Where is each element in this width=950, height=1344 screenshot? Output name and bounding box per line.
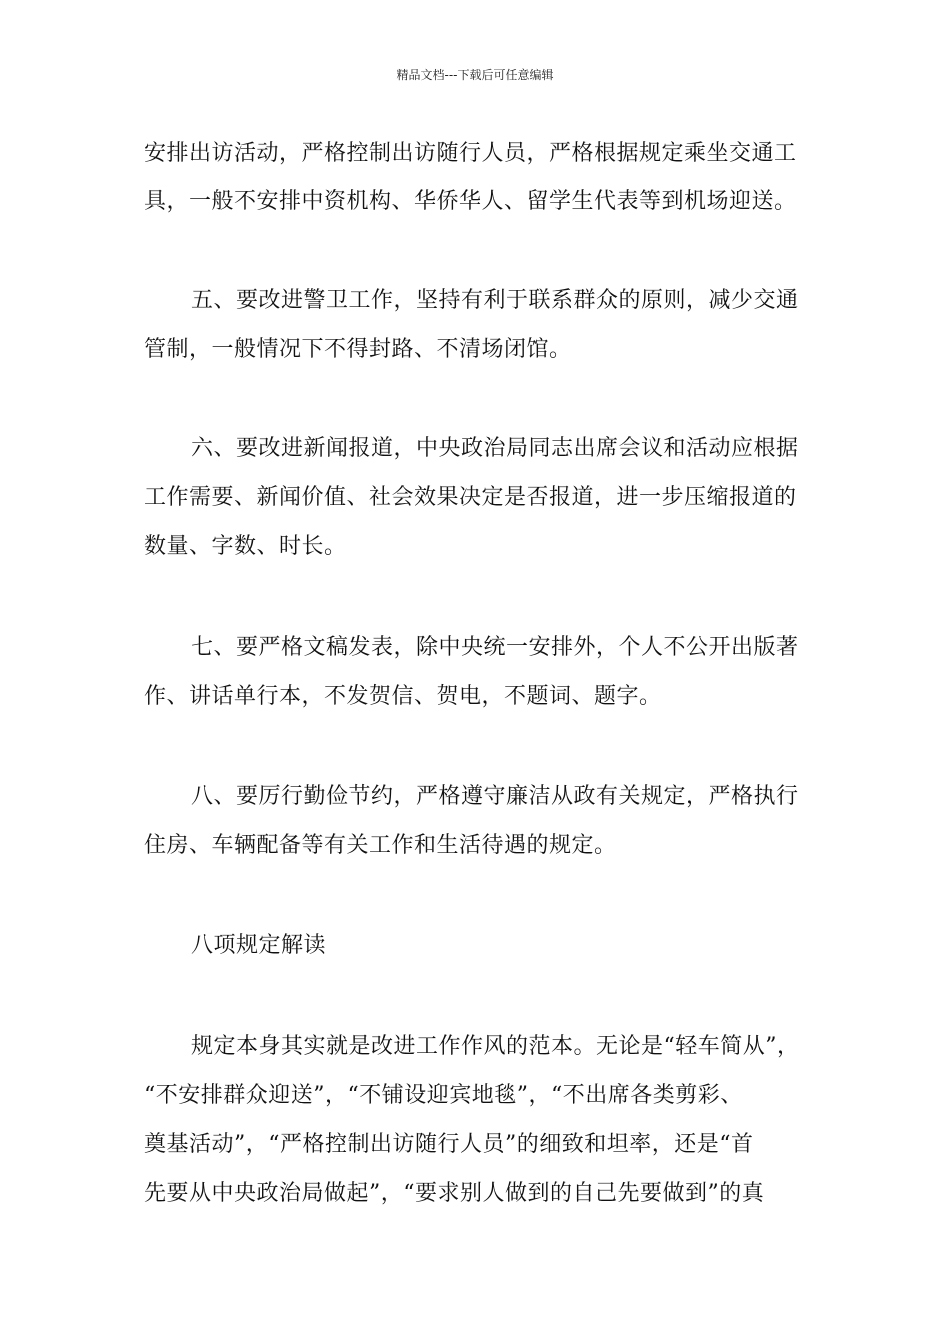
body-line: 奠基活动”，“严格控制出访随行人员”的细致和坦率，还是“首: [144, 1132, 754, 1157]
page-header: 精品文档---下载后可任意编辑: [396, 68, 554, 82]
body-line: 先要从中央政治局做起”，“要求别人做到的自己先要做到”的真: [144, 1181, 765, 1206]
body-line: 管制，一般情况下不得封路、不清场闭馆。: [144, 337, 572, 362]
paragraph-7-line: 七、要严格文稿发表，除中央统一安排外，个人不公开出版著: [191, 635, 799, 660]
paragraph-8-line: 八、要厉行勤俭节约，严格遵守廉洁从政有关规定，严格执行: [191, 784, 799, 809]
body-line: 工作需要、新闻价值、社会效果决定是否报道，进一步压缩报道的: [144, 485, 797, 510]
body-line: “不安排群众迎送”，“不铺设迎宾地毯”，“不出席各类剪彩、: [144, 1083, 743, 1108]
body-line: 作、讲话单行本，不发贺信、贺电，不题词、题字。: [144, 684, 662, 709]
body-line: 具，一般不安排中资机构、华侨华人、留学生代表等到机场迎送。: [144, 189, 797, 214]
interpretation-line: 规定本身其实就是改进工作作风的范本。无论是“轻车简从”，: [191, 1034, 800, 1059]
body-line: 数量、字数、时长。: [144, 534, 347, 559]
body-line: 安排出访活动，严格控制出访随行人员，严格根据规定乘坐交通工: [144, 141, 797, 166]
paragraph-6-line: 六、要改进新闻报道，中央政治局同志出席会议和活动应根据: [191, 436, 799, 461]
section-heading: 八项规定解读: [191, 933, 327, 958]
paragraph-5-line: 五、要改进警卫工作，坚持有利于联系群众的原则，减少交通: [191, 288, 799, 313]
body-line: 住房、车辆配备等有关工作和生活待遇的规定。: [144, 833, 617, 858]
